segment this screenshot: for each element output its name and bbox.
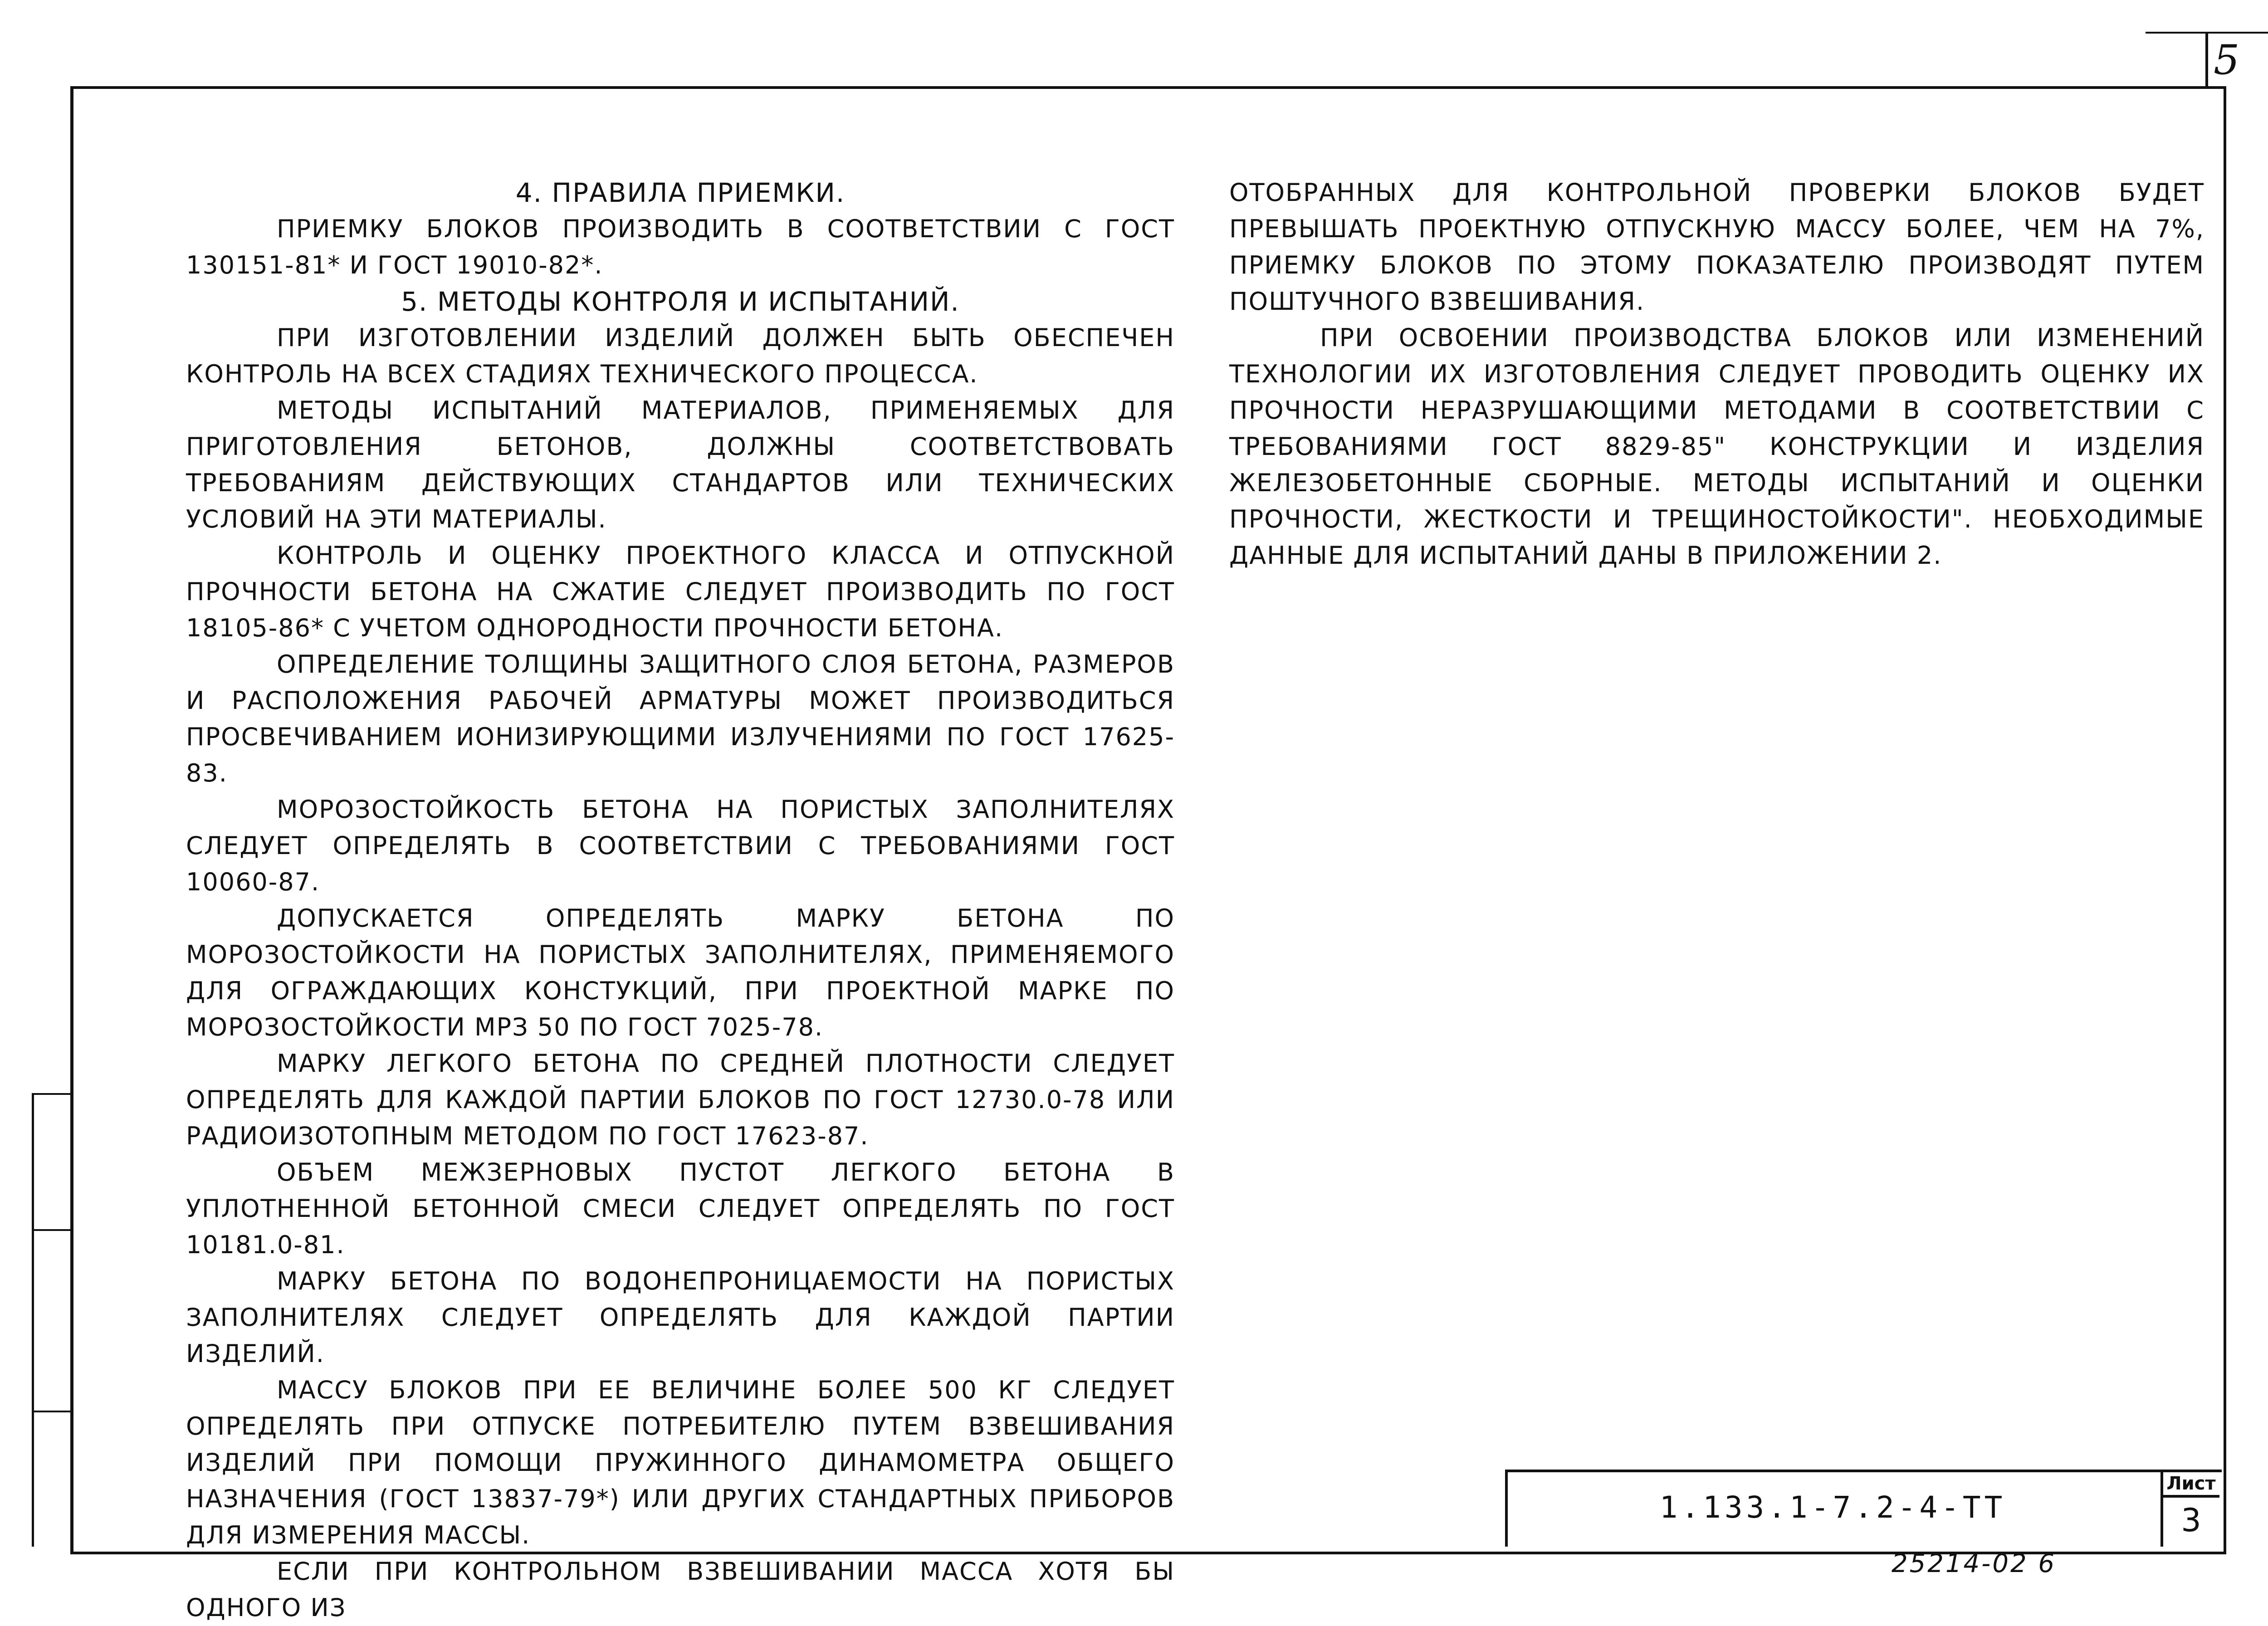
right-column xyxy=(1229,175,2204,574)
section-4-heading: 4. ПРАВИЛА ПРИЕМКИ. xyxy=(515,177,846,208)
section-5-heading: 5. МЕТОДЫ КОНТРОЛЯ И ИСПЫТАНИЙ. xyxy=(401,286,960,317)
binding-strip-line xyxy=(32,1093,34,1547)
sheet-label: Лист xyxy=(2163,1472,2219,1498)
binding-strip-mark xyxy=(32,1093,73,1095)
left-column xyxy=(186,175,1175,1626)
density-paragraph: МАРКУ ЛЕГКОГО БЕТОНА ПО СРЕДНЕЙ ПЛОТНОСТИ СЛЕДУЕТ ОПРЕДЕЛЯТЬ ДЛЯ КАЖДОЙ ПАРТИИ БЛОКОВ ПО ГОСТ 12730.0-78 ИЛИ РАДИОИЗОТОПНЫМ МЕТОДОМ ПО ГОСТ 17623-87. xyxy=(186,1049,1175,1150)
document-code: 1.133.1-7.2-4-ТТ xyxy=(1659,1490,2006,1525)
binding-strip-mark xyxy=(32,1411,73,1412)
page-number-divider xyxy=(2205,32,2208,88)
frost-grade-paragraph: ДОПУСКАЕТСЯ ОПРЕДЕЛЯТЬ МАРКУ БЕТОНА ПО МОРОЗОСТОЙКОСТИ НА ПОРИСТЫХ ЗАПОЛНИТЕЛЯХ, ПРИМЕНЯЕМОГО ДЛЯ ОГРАЖДАЮЩИХ КОНСТУКЦИЙ, ПРИ ПРОЕКТНОЙ МАРКЕ ПО МОРОЗОСТОЙКОСТИ МРЗ 50 ПО ГОСТ 7025-78. xyxy=(186,904,1175,1041)
weighing-paragraph: ЕСЛИ ПРИ КОНТРОЛЬНОМ ВЗВЕШИВАНИИ МАССА ХОТЯ БЫ ОДНОГО ИЗ xyxy=(186,1557,1175,1622)
materials-paragraph: МЕТОДЫ ИСПЫТАНИЙ МАТЕРИАЛОВ, ПРИМЕНЯЕМЫХ ДЛЯ ПРИГОТОВЛЕНИЯ БЕТОНОВ, ДОЛЖНЫ СООТВЕТСТВОВАТЬ ТРЕБОВАНИЯМ ДЕЙСТВУЮЩИХ СТАНДАРТОВ ИЛИ ТЕХНИЧЕСКИХ УСЛОВИЙ НА ЭТИ МАТЕРИАЛЫ. xyxy=(186,396,1175,533)
nondestructive-testing-paragraph: ПРИ ОСВОЕНИИ ПРОИЗВОДСТВА БЛОКОВ ИЛИ ИЗМЕНЕНИЙ ТЕХНОЛОГИИ ИХ ИЗГОТОВЛЕНИЯ СЛЕДУЕТ ПРОВОДИТЬ ОЦЕНКУ ИХ ПРОЧНОСТИ НЕРАЗРУШАЮЩИМИ МЕТОДАМИ В СООТВЕТСТВИИ С ТРЕБОВАНИЯМИ ГОСТ 8829-85" КОНСТРУКЦИИ И ИЗДЕЛИЯ ЖЕЛЕЗОБЕТОННЫЕ СБОРНЫЕ. МЕТОДЫ ИСПЫТАНИЙ И ОЦЕНКИ ПРОЧНОСТИ, ЖЕСТКОСТИ И ТРЕЩИНОСТОЙКОСТИ". НЕОБХОДИМЫЕ ДАННЫЕ ДЛЯ ИСПЫТАНИЙ ДАНЫ В ПРИЛОЖЕНИИ 2. xyxy=(1229,323,2204,570)
mass-paragraph: МАССУ БЛОКОВ ПРИ ЕЕ ВЕЛИЧИНЕ БОЛЕЕ 500 КГ СЛЕДУЕТ ОПРЕДЕЛЯТЬ ПРИ ОТПУСКЕ ПОТРЕБИТЕЛЮ ПУТЕМ ВЗВЕШИВАНИЯ ИЗДЕЛИЙ ПРИ ПОМОЩИ ПРУЖИННОГО ДИНАМОМЕТРА ОБЩЕГО НАЗНАЧЕНИЯ (ГОСТ 13837-79*) ИЛИ ДРУГИХ СТАНДАРТНЫХ ПРИБОРОВ ДЛЯ ИЗМЕРЕНИЯ МАССЫ. xyxy=(186,1376,1175,1549)
control-paragraph: ПРИ ИЗГОТОВЛЕНИИ ИЗДЕЛИЙ ДОЛЖЕН БЫТЬ ОБЕСПЕЧЕН КОНТРОЛЬ НА ВСЕХ СТАДИЯХ ТЕХНИЧЕСКОГО ПРОЦЕССА. xyxy=(186,323,1175,388)
page-number: 5 xyxy=(2214,36,2240,84)
weighing-continued-paragraph: ОТОБРАННЫХ ДЛЯ КОНТРОЛЬНОЙ ПРОВЕРКИ БЛОКОВ БУДЕТ ПРЕВЫШАТЬ ПРОЕКТНУЮ ОТПУСКНУЮ МАССУ БОЛЕЕ, ЧЕМ НА 7%, ПРИЕМКУ БЛОКОВ ПО ЭТОМУ ПОКАЗАТЕЛЮ ПРОИЗВОДЯТ ПУТЕМ ПОШТУЧНОГО ВЗВЕШИВАНИЯ. xyxy=(1229,178,2204,316)
sheet-number: 3 xyxy=(2181,1502,2201,1539)
water-resistance-paragraph: МАРКУ БЕТОНА ПО ВОДОНЕПРОНИЦАЕМОСТИ НА ПОРИСТЫХ ЗАПОЛНИТЕЛЯХ СЛЕДУЕТ ОПРЕДЕЛЯТЬ ДЛЯ КАЖДОЙ ПАРТИИ ИЗДЕЛИЙ. xyxy=(186,1267,1175,1368)
archive-number: 25214-02 6 xyxy=(1892,1549,2057,1578)
binding-strip-mark xyxy=(32,1229,73,1231)
voids-paragraph: ОБЪЕМ МЕЖЗЕРНОВЫХ ПУСТОТ ЛЕГКОГО БЕТОНА В УПЛОТНЕННОЙ БЕТОННОЙ СМЕСИ СЛЕДУЕТ ОПРЕДЕЛЯТЬ ПО ГОСТ 10181.0-81. xyxy=(186,1158,1175,1259)
cover-layer-paragraph: ОПРЕДЕЛЕНИЕ ТОЛЩИНЫ ЗАЩИТНОГО СЛОЯ БЕТОНА, РАЗМЕРОВ И РАСПОЛОЖЕНИЯ РАБОЧЕЙ АРМАТУРЫ МОЖЕТ ПРОИЗВОДИТЬСЯ ПРОСВЕЧИВАНИЕМ ИОНИЗИРУЮЩИМИ ИЗЛУЧЕНИЯМИ ПО ГОСТ 17625-83. xyxy=(186,650,1175,787)
acceptance-paragraph: ПРИЕМКУ БЛОКОВ ПРОИЗВОДИТЬ В СООТВЕТСТВИИ С ГОСТ 130151-81* И ГОСТ 19010-82*. xyxy=(186,215,1175,279)
frost-resistance-paragraph: МОРОЗОСТОЙКОСТЬ БЕТОНА НА ПОРИСТЫХ ЗАПОЛНИТЕЛЯХ СЛЕДУЕТ ОПРЕДЕЛЯТЬ В СООТВЕТСТВИИ С ТРЕБОВАНИЯМИ ГОСТ 10060-87. xyxy=(186,795,1175,896)
strength-paragraph: КОНТРОЛЬ И ОЦЕНКУ ПРОЕКТНОГО КЛАССА И ОТПУСКНОЙ ПРОЧНОСТИ БЕТОНА НА СЖАТИЕ СЛЕДУЕТ ПРОИЗВОДИТЬ ПО ГОСТ 18105-86* С УЧЕТОМ ОДНОРОДНОСТИ ПРОЧНОСТИ БЕТОНА. xyxy=(186,541,1175,642)
